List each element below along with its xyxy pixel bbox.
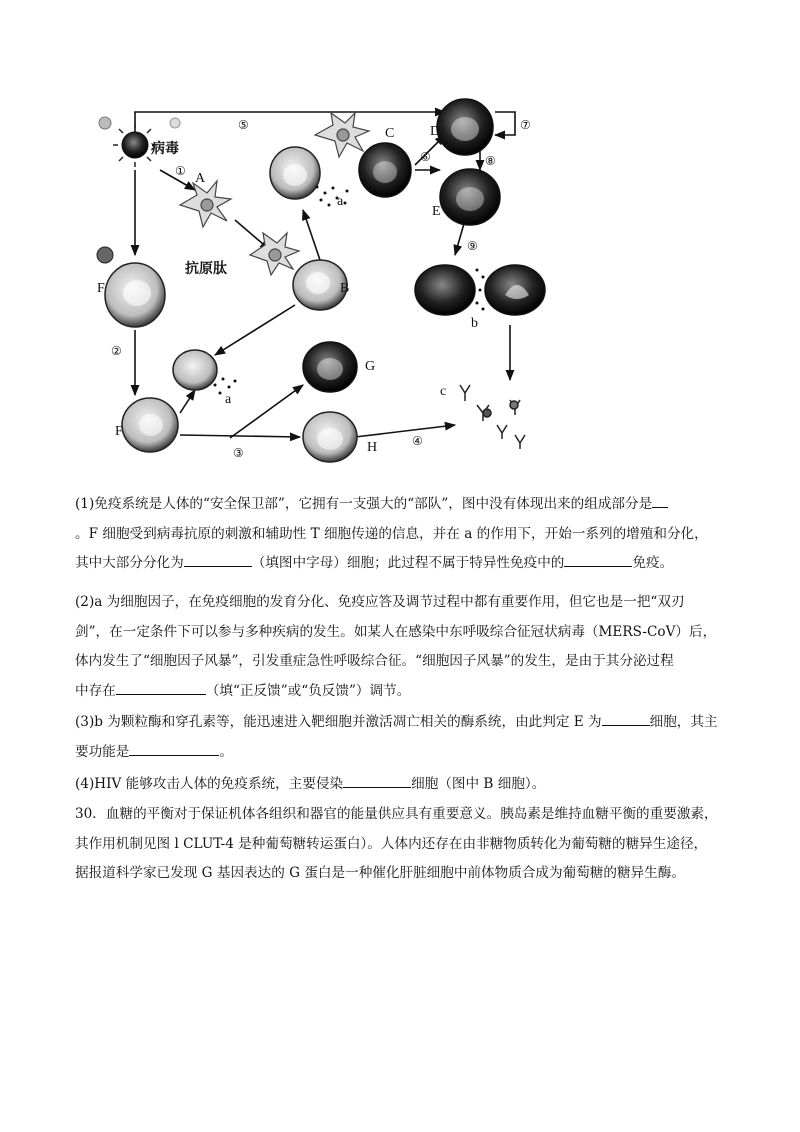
step-4: ④ bbox=[412, 434, 423, 448]
label-antigen-peptide: 抗原肽 bbox=[185, 261, 227, 277]
q1-line3c: 免疫。 bbox=[632, 555, 674, 571]
step-7: ⑦ bbox=[520, 118, 531, 132]
q30-line3: 据报道科学家已发现 G 基因表达的 G 蛋白是一种催化肝脏细胞中前体物质合成为葡萄糖的糖异生酶。 bbox=[75, 865, 685, 881]
T-cell-left bbox=[270, 147, 320, 199]
q2-line4b: （填“正反馈”或“负反馈”）调节。 bbox=[205, 682, 411, 699]
q3-line1a: (3)b 为颗粒酶和穿孔素等，能迅速进入靶细胞并激活凋亡相关的酶系统，由此判定 E 为 bbox=[75, 714, 602, 730]
cell-F-bottom bbox=[122, 398, 178, 452]
step-6: ⑥ bbox=[420, 150, 431, 164]
question-4 bbox=[75, 770, 730, 800]
cell-H bbox=[303, 412, 357, 462]
immune-response-diagram bbox=[85, 95, 565, 475]
q1-blank-1[interactable] bbox=[652, 493, 668, 508]
label-c: c bbox=[440, 384, 447, 399]
question-1 bbox=[75, 490, 730, 579]
cell-F-top bbox=[105, 263, 165, 327]
q2-line1: (2)a 为细胞因子，在免疫细胞的发育分化、免疫应答及调节过程中都有重要作用，但它也是一把“双刃 bbox=[75, 594, 685, 610]
label-a-bottom: a bbox=[225, 392, 232, 407]
question-3 bbox=[75, 708, 730, 767]
step-1: ① bbox=[175, 164, 186, 178]
cell-D bbox=[437, 99, 493, 155]
dendritic-cell-top bbox=[315, 113, 369, 157]
q1-line3a: 其中大部分分化为 bbox=[75, 555, 184, 571]
cell-C bbox=[359, 143, 411, 197]
label-a-top: a bbox=[337, 194, 344, 209]
step-5: ⑤ bbox=[238, 118, 249, 132]
q2-line2: 剑”，在一定条件下可以参与多种疾病的发生。如某人在感染中东呼吸综合征冠状病毒（MERS-CoV）后， bbox=[75, 623, 717, 640]
q1-line1: (1)免疫系统是人体的“安全保卫部”，它拥有一支强大的“部队”，图中没有体现出来的组成部分是 bbox=[75, 496, 653, 512]
label-F-top: F bbox=[97, 281, 105, 296]
question-2 bbox=[75, 588, 730, 706]
cell-B bbox=[293, 260, 350, 310]
dendritic-cell-A bbox=[180, 181, 231, 227]
q2-blank-1[interactable] bbox=[116, 680, 206, 695]
q3-line1b: 细胞，其主 bbox=[649, 714, 718, 730]
cell-T-helper-bottom bbox=[173, 350, 217, 390]
q3-line2b: 。 bbox=[219, 743, 233, 760]
q1-blank-2[interactable] bbox=[184, 552, 252, 567]
question-30 bbox=[75, 800, 730, 889]
label-H: H bbox=[367, 440, 378, 455]
q4-blank-1[interactable] bbox=[343, 773, 411, 788]
q3-blank-1[interactable] bbox=[602, 711, 650, 726]
label-F-bottom: F bbox=[115, 424, 123, 439]
q4-line1a: (4)HIV 能够攻击人体的免疫系统，主要侵染 bbox=[75, 776, 344, 792]
cell-E bbox=[440, 169, 500, 225]
q3-blank-2[interactable] bbox=[129, 741, 219, 756]
label-B: B bbox=[340, 281, 350, 296]
step-9: ⑨ bbox=[467, 239, 478, 253]
q2-line4a: 中存在 bbox=[75, 682, 116, 699]
q4-line1b: 细胞（图中 B 细胞）。 bbox=[411, 776, 546, 792]
q1-line3b: （填图中字母）细胞；此过程不属于特异性免疫中的 bbox=[251, 555, 565, 571]
label-A: A bbox=[195, 171, 206, 186]
q1-blank-3[interactable] bbox=[564, 552, 632, 567]
q3-line2a: 要功能是 bbox=[75, 743, 130, 760]
q1-line2: 。F 细胞受到病毒抗原的刺激和辅助性 T 细胞传递的信息，并在 a 的作用下，开始一系列的增殖和分化， bbox=[75, 525, 708, 542]
step-3: ③ bbox=[233, 446, 244, 460]
antibodies bbox=[460, 385, 525, 449]
q2-line3: 体内发生了“细胞因子风暴”，引发重症急性呼吸综合征。“细胞因子风暴”的发生，是由于其分泌过程 bbox=[75, 653, 674, 669]
label-G: G bbox=[365, 359, 376, 374]
label-E: E bbox=[432, 204, 441, 219]
q30-line1: 30．血糖的平衡对于保证机体各组织和器官的能量供应具有重要意义。胰岛素是维持血糖平衡的重要激素， bbox=[75, 806, 718, 822]
q30-line2: 其作用机制见图 l CLUT-4 是种葡萄糖转运蛋白）。人体内还存在由非糖物质转化为葡萄糖的糖异生途径， bbox=[75, 835, 708, 852]
label-C: C bbox=[385, 126, 395, 141]
cell-G bbox=[303, 342, 357, 392]
step-8: ⑧ bbox=[485, 154, 496, 168]
label-D: D bbox=[430, 124, 441, 139]
step-2: ② bbox=[111, 344, 122, 358]
label-virus: 病毒 bbox=[151, 141, 179, 157]
label-b: b bbox=[471, 316, 478, 331]
